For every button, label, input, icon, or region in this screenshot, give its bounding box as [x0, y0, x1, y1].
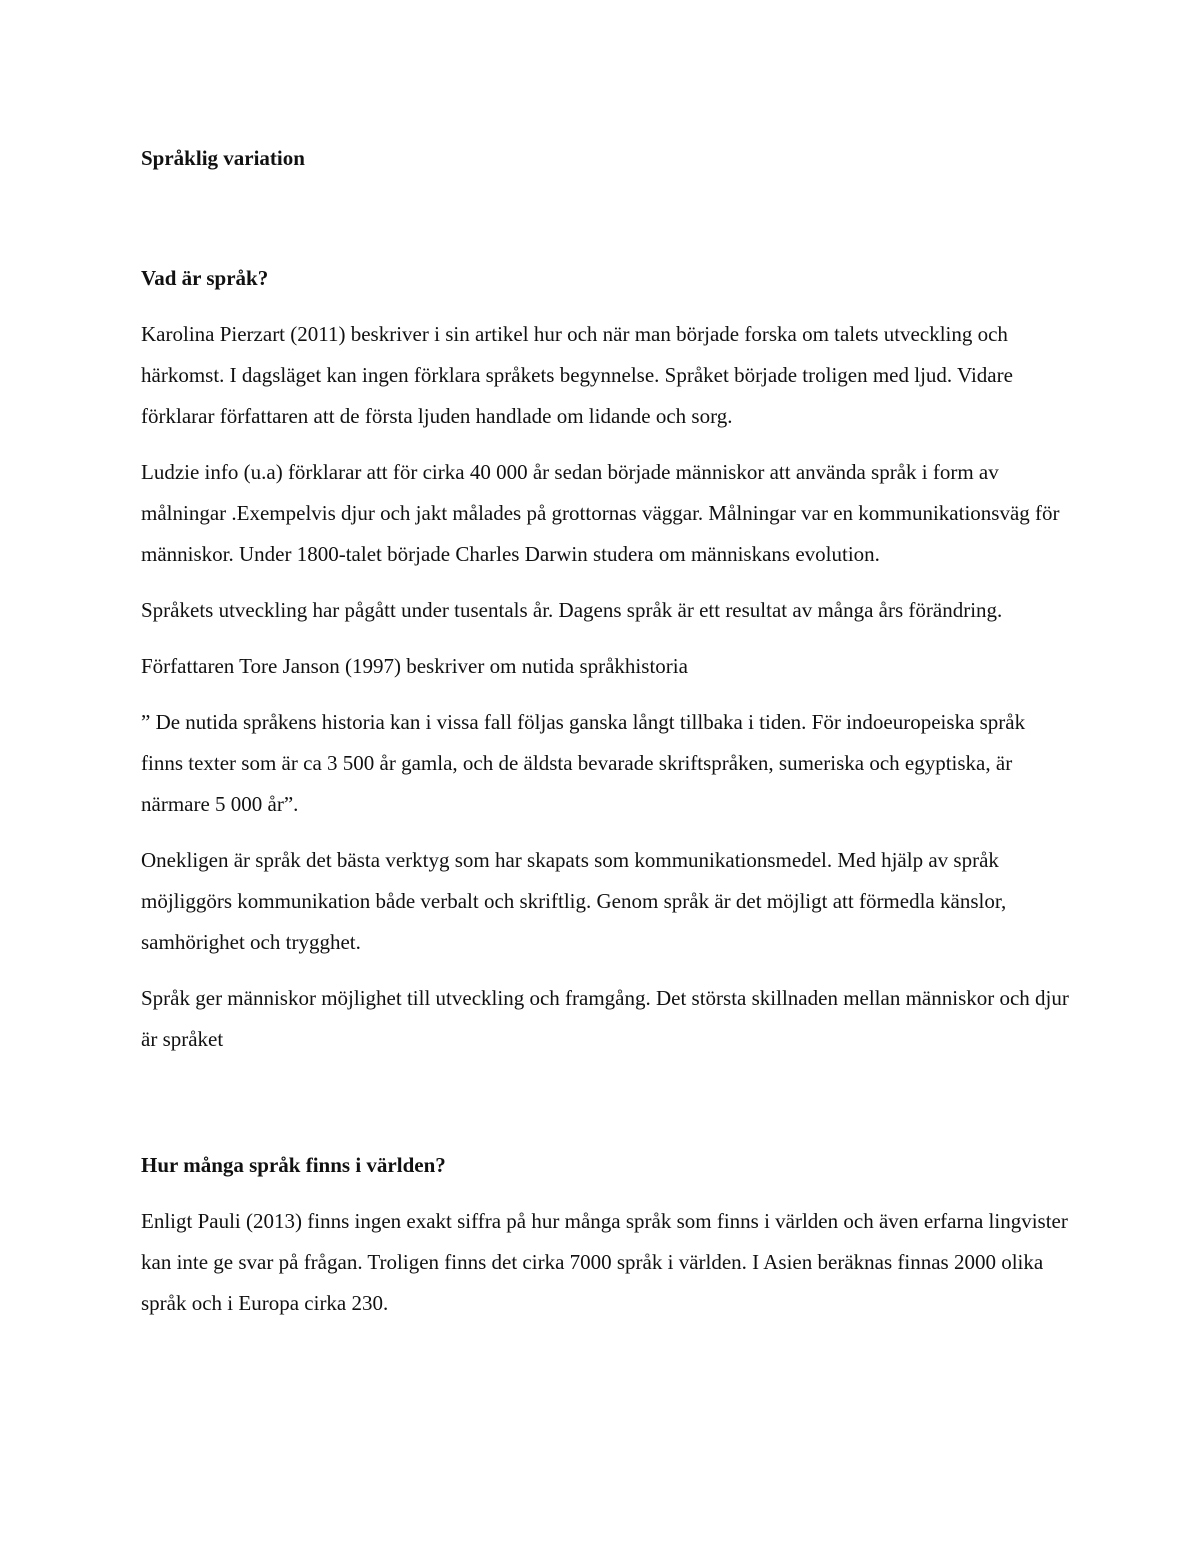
- quote-paragraph: ” De nutida språkens historia kan i vissa fall följas ganska långt tillbaka i tiden. För indoeuropeiska språk finns texter som är ca 3 500 år gamla, och de äldsta bevarade skriftspråken, sumeriska och egyptiska, är närmare 5 000 år”.: [141, 710, 1026, 816]
- paragraph: Ludzie info (u.a) förklarar att för cirka 40 000 år sedan började människor att använda språk i form av målningar .Exempelvis djur och jakt målades på grottornas väggar. Målningar var en kommunikationsväg för människor. Under 1800-talet började Charles Darwin studera om människans evolution.: [141, 460, 1060, 566]
- section-vad-ar-sprak: [141, 258, 1071, 1060]
- document-page: [141, 138, 1071, 1339]
- section-heading: Hur många språk finns i världen?: [141, 1153, 446, 1177]
- paragraph: Språkets utveckling har pågått under tusentals år. Dagens språk är ett resultat av många års förändring.: [141, 598, 1003, 622]
- document-title: Språklig variation: [141, 146, 305, 170]
- paragraph: Onekligen är språk det bästa verktyg som har skapats som kommunikationsmedel. Med hjälp av språk möjliggörs kommunikation både verbalt och skriftlig. Genom språk är det möjligt att förmedla känslor, samhörighet och trygghet.: [141, 848, 1007, 954]
- paragraph: Språk ger människor möjlighet till utveckling och framgång. Det största skillnaden mellan människor och djur är språket: [141, 986, 1069, 1051]
- section-heading: Vad är språk?: [141, 266, 269, 290]
- paragraph: Enligt Pauli (2013) finns ingen exakt siffra på hur många språk som finns i världen och även erfarna lingvister kan inte ge svar på frågan. Troligen finns det cirka 7000 språk i världen. I Asien beräknas finnas 2000 olika språk och i Europa cirka 230.: [141, 1209, 1068, 1315]
- paragraph: Karolina Pierzart (2011) beskriver i sin artikel hur och när man började forska om talets utveckling och härkomst. I dagsläget kan ingen förklara språkets begynnelse. Språket började troligen med ljud. Vidare förklarar författaren att de första ljuden handlade om lidande och sorg.: [141, 322, 1013, 428]
- section-hur-manga-sprak: [141, 1145, 1071, 1324]
- section-spacer: [141, 1075, 1071, 1145]
- paragraph: Författaren Tore Janson (1997) beskriver om nutida språkhistoria: [141, 654, 688, 678]
